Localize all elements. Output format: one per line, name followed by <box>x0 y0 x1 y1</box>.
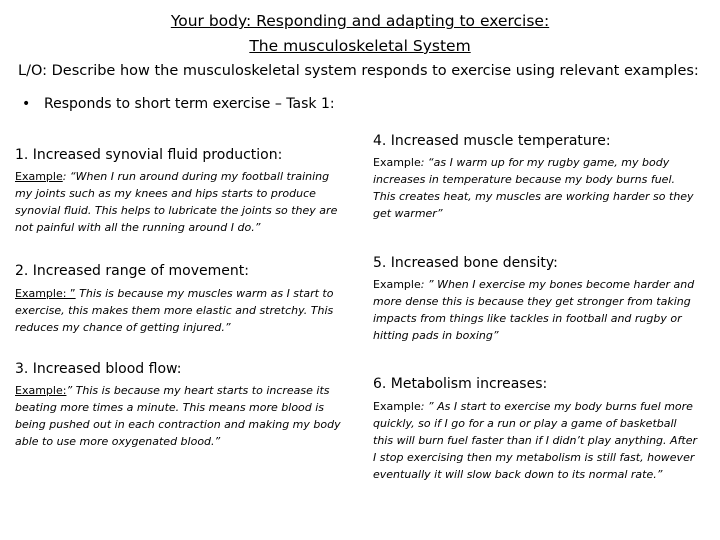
section-5-heading: 5. Increased bone density: <box>373 255 558 271</box>
bullet-marker: • <box>22 96 31 112</box>
section-2-heading: 2. Increased range of movement: <box>15 263 249 279</box>
section-6-example-label: Example <box>373 400 421 413</box>
section-4-example-text: : “as I warm up for my rugby game, my body increases in temperature because my body burns fuel. This creates heat, my muscles are working harder so they get warmer” <box>373 156 694 220</box>
section-6-example <box>373 398 698 483</box>
page-title-line-1: Your body: Responding and adapting to exercise: <box>170 12 550 30</box>
section-3-heading: 3. Increased blood flow: <box>15 361 182 377</box>
section-1-example-text: : “When I run around during my football training my joints such as my knees and hips starts to produce synovial fluid. This helps to lubricate the joints so they are not painful with all the running around I do.” <box>15 170 338 234</box>
section-4-example-label: Example <box>373 156 421 169</box>
page-title-line-2: The musculoskeletal System <box>249 37 471 55</box>
section-3-example <box>15 382 348 450</box>
section-3-example-text: ” This is because my heart starts to increase its beating more times a minute. This means more blood is being pushed out in each contraction and making my body able to use more oxygenated blood.” <box>15 384 341 448</box>
section-2-example-label: Example: ” <box>15 287 76 300</box>
section-1-example <box>15 168 348 236</box>
section-6-example-text: : ” As I start to exercise my body burns fuel more quickly, so if I go for a run or play a game of basketball this will burn fuel faster than if I didn’t play anything. After I stop exercising then my metabolism is still fast, however eventually it will slow back down to its normal rate.” <box>373 400 698 481</box>
section-5-example-text: : ” When I exercise my bones become harder and more dense this is because they get stronger from taking impacts from things like tackles in football and rugby or hitting pads in boxing” <box>373 278 695 342</box>
section-2-example <box>15 285 348 336</box>
section-3-example-label: Example: <box>15 384 67 397</box>
task-bullet-text: Responds to short term exercise – Task 1: <box>44 96 335 112</box>
section-6-heading: 6. Metabolism increases: <box>373 376 548 392</box>
section-4-heading: 4. Increased muscle temperature: <box>373 133 611 149</box>
section-4-example <box>373 154 698 222</box>
section-2-example-text: This is because my muscles warm as I start to exercise, this makes them more elastic and stretchy. This reduces my chance of getting injured.” <box>15 287 334 334</box>
section-1-heading: 1. Increased synovial fluid production: <box>15 147 283 163</box>
section-5-example-label: Example <box>373 278 421 291</box>
learning-objective: L/O: Describe how the musculoskeletal system responds to exercise using relevant examples: <box>18 63 699 79</box>
section-1-example-label: Example <box>15 170 63 183</box>
section-5-example <box>373 276 698 344</box>
